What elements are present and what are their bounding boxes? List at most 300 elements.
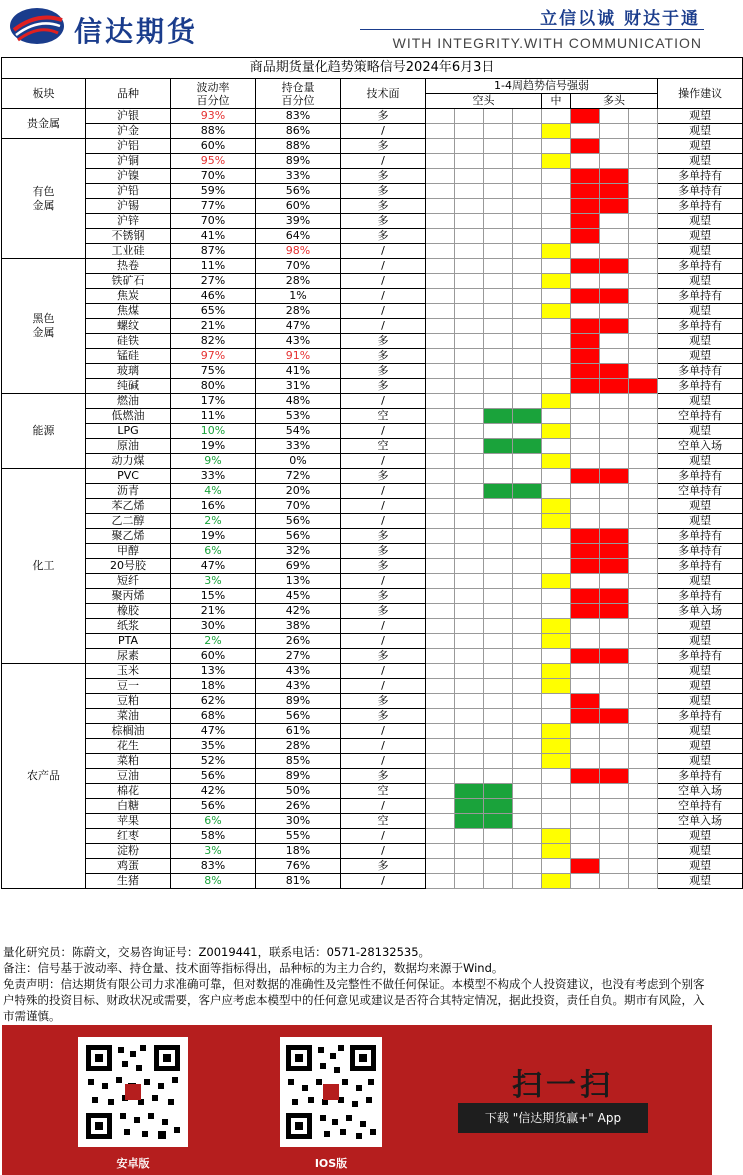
advice-cell: 空单入场 — [658, 814, 743, 829]
variety-cell: 铁矿石 — [86, 274, 171, 289]
sector-cell: 农产品 — [2, 664, 86, 889]
signal-empty-cell — [455, 769, 484, 784]
signal-empty-cell — [629, 874, 658, 889]
table-row — [2, 859, 743, 874]
signal-empty-cell — [600, 664, 629, 679]
signal-empty-cell — [484, 709, 513, 724]
technical-cell: / — [341, 739, 426, 754]
signal-empty-cell — [600, 784, 629, 799]
variety-cell: 橡胶 — [86, 604, 171, 619]
table-row — [2, 334, 743, 349]
signal-empty-cell — [571, 664, 600, 679]
signal-long-cell — [571, 199, 600, 214]
variety-cell: 沪锌 — [86, 214, 171, 229]
signal-empty-cell — [426, 844, 455, 859]
signal-empty-cell — [484, 349, 513, 364]
signal-empty-cell — [484, 424, 513, 439]
technical-cell: / — [341, 514, 426, 529]
technical-cell: 多 — [341, 859, 426, 874]
signal-empty-cell — [542, 694, 571, 709]
signal-empty-cell — [629, 859, 658, 874]
signal-empty-cell — [513, 634, 542, 649]
signal-empty-cell — [542, 214, 571, 229]
table-row — [2, 634, 743, 649]
volatility-cell: 60% — [171, 139, 256, 154]
open-interest-cell: 28% — [256, 739, 341, 754]
signal-empty-cell — [455, 859, 484, 874]
signal-empty-cell — [542, 709, 571, 724]
signal-empty-cell — [513, 109, 542, 124]
qr-code-icon — [280, 1037, 382, 1147]
table-row — [2, 649, 743, 664]
signal-empty-cell — [542, 379, 571, 394]
signal-empty-cell — [629, 424, 658, 439]
technical-cell: / — [341, 289, 426, 304]
signal-empty-cell — [571, 844, 600, 859]
variety-cell: 沪铜 — [86, 154, 171, 169]
signal-neutral-cell — [542, 829, 571, 844]
signal-empty-cell — [426, 814, 455, 829]
variety-cell: 20号胶 — [86, 559, 171, 574]
variety-cell: 锰硅 — [86, 349, 171, 364]
technical-cell: / — [341, 274, 426, 289]
signal-empty-cell — [513, 154, 542, 169]
volatility-cell: 62% — [171, 694, 256, 709]
signal-neutral-cell — [542, 679, 571, 694]
table-row — [2, 514, 743, 529]
technical-cell: / — [341, 844, 426, 859]
table-row — [2, 454, 743, 469]
signal-long-cell — [600, 529, 629, 544]
signal-empty-cell — [426, 769, 455, 784]
table-row — [2, 874, 743, 889]
signal-short-cell — [484, 409, 513, 424]
download-app-button[interactable]: 下载 "信达期货赢+" App — [458, 1103, 648, 1133]
signal-empty-cell — [513, 874, 542, 889]
signal-long-cell — [600, 199, 629, 214]
signal-empty-cell — [426, 454, 455, 469]
signal-empty-cell — [542, 604, 571, 619]
signal-long-cell — [600, 769, 629, 784]
table-row — [2, 154, 743, 169]
signal-empty-cell — [426, 514, 455, 529]
advice-cell: 观望 — [658, 229, 743, 244]
advice-cell: 多单持有 — [658, 559, 743, 574]
signal-neutral-cell — [542, 619, 571, 634]
variety-cell: 棕榈油 — [86, 724, 171, 739]
variety-cell: 苯乙烯 — [86, 499, 171, 514]
variety-cell: 沪金 — [86, 124, 171, 139]
signal-empty-cell — [600, 124, 629, 139]
signal-empty-cell — [426, 259, 455, 274]
signal-long-cell — [600, 289, 629, 304]
signal-long-cell — [629, 379, 658, 394]
advice-cell: 观望 — [658, 334, 743, 349]
signal-empty-cell — [484, 664, 513, 679]
signal-empty-cell — [542, 799, 571, 814]
signal-empty-cell — [571, 874, 600, 889]
technical-cell: 空 — [341, 814, 426, 829]
open-interest-cell: 98% — [256, 244, 341, 259]
disclaimer: 免责声明：信达期货有限公司力求准确可靠，但对数据的准确性及完整性不做任何保证。本模型不构成个人投资建议，也没有考虑到个别客户特殊的投资目标、财政状况或需要，客户应考虑本模型中的任何意见或建议是否符合其特定情况，据此投资，责任自负。期市有风险，入市需谨慎。 — [3, 977, 705, 1023]
signal-empty-cell — [484, 319, 513, 334]
table-row — [2, 409, 743, 424]
volatility-cell: 21% — [171, 604, 256, 619]
signal-empty-cell — [600, 694, 629, 709]
table-row — [2, 739, 743, 754]
volatility-cell: 3% — [171, 574, 256, 589]
signal-empty-cell — [513, 304, 542, 319]
open-interest-cell: 45% — [256, 589, 341, 604]
signal-long-cell — [600, 559, 629, 574]
variety-cell: 苹果 — [86, 814, 171, 829]
signal-empty-cell — [455, 169, 484, 184]
signal-empty-cell — [513, 529, 542, 544]
sector-cell: 能源 — [2, 394, 86, 469]
variety-cell: 尿素 — [86, 649, 171, 664]
signal-empty-cell — [455, 844, 484, 859]
signal-empty-cell — [426, 109, 455, 124]
technical-cell: / — [341, 124, 426, 139]
table-row — [2, 484, 743, 499]
signal-empty-cell — [513, 364, 542, 379]
signal-neutral-cell — [542, 514, 571, 529]
signal-empty-cell — [426, 694, 455, 709]
ios-qr-code[interactable] — [280, 1037, 382, 1147]
open-interest-cell: 26% — [256, 634, 341, 649]
volatility-cell: 6% — [171, 544, 256, 559]
table-row — [2, 829, 743, 844]
signal-empty-cell — [542, 169, 571, 184]
signal-empty-cell — [513, 349, 542, 364]
advice-cell: 观望 — [658, 844, 743, 859]
variety-cell: 动力煤 — [86, 454, 171, 469]
signal-empty-cell — [629, 469, 658, 484]
signal-empty-cell — [426, 634, 455, 649]
table-row — [2, 544, 743, 559]
signal-neutral-cell — [542, 274, 571, 289]
technical-cell: / — [341, 484, 426, 499]
signal-empty-cell — [484, 859, 513, 874]
signal-empty-cell — [600, 574, 629, 589]
open-interest-cell: 26% — [256, 799, 341, 814]
signal-empty-cell — [455, 754, 484, 769]
advice-cell: 观望 — [658, 124, 743, 139]
signal-empty-cell — [629, 319, 658, 334]
signal-empty-cell — [542, 229, 571, 244]
signal-empty-cell — [571, 799, 600, 814]
signal-empty-cell — [455, 499, 484, 514]
signal-empty-cell — [513, 289, 542, 304]
advice-cell: 观望 — [658, 574, 743, 589]
signal-empty-cell — [629, 574, 658, 589]
volatility-cell: 70% — [171, 169, 256, 184]
signal-empty-cell — [484, 289, 513, 304]
signal-empty-cell — [484, 229, 513, 244]
signal-empty-cell — [426, 349, 455, 364]
open-interest-cell: 83% — [256, 109, 341, 124]
open-interest-cell: 81% — [256, 874, 341, 889]
volatility-cell: 11% — [171, 259, 256, 274]
ios-label: IOS版 — [314, 1157, 348, 1170]
advice-cell: 多单入场 — [658, 604, 743, 619]
signal-empty-cell — [513, 229, 542, 244]
signal-empty-cell — [542, 109, 571, 124]
sector-cell: 黑色 金属 — [2, 259, 86, 394]
volatility-cell: 19% — [171, 529, 256, 544]
signal-empty-cell — [426, 379, 455, 394]
signal-empty-cell — [629, 844, 658, 859]
signal-empty-cell — [542, 364, 571, 379]
signal-empty-cell — [484, 544, 513, 559]
signal-empty-cell — [455, 349, 484, 364]
signal-empty-cell — [513, 844, 542, 859]
signal-empty-cell — [426, 604, 455, 619]
signal-long-cell — [600, 184, 629, 199]
signal-empty-cell — [455, 679, 484, 694]
technical-cell: 多 — [341, 544, 426, 559]
advice-cell: 多单持有 — [658, 649, 743, 664]
signal-empty-cell — [571, 124, 600, 139]
signal-neutral-cell — [542, 394, 571, 409]
variety-cell: 沪锡 — [86, 199, 171, 214]
variety-cell: 菜油 — [86, 709, 171, 724]
volatility-cell: 4% — [171, 484, 256, 499]
variety-cell: 焦炭 — [86, 289, 171, 304]
signal-empty-cell — [513, 169, 542, 184]
signal-empty-cell — [629, 364, 658, 379]
signal-empty-cell — [513, 709, 542, 724]
volatility-cell: 46% — [171, 289, 256, 304]
signal-empty-cell — [426, 679, 455, 694]
signal-long-cell — [571, 319, 600, 334]
advice-cell: 观望 — [658, 829, 743, 844]
table-row — [2, 259, 743, 274]
signal-empty-cell — [455, 529, 484, 544]
signal-empty-cell — [455, 574, 484, 589]
technical-cell: 多 — [341, 559, 426, 574]
signal-long-cell — [571, 184, 600, 199]
signal-empty-cell — [629, 124, 658, 139]
signal-empty-cell — [513, 724, 542, 739]
signal-empty-cell — [571, 784, 600, 799]
volatility-cell: 47% — [171, 559, 256, 574]
technical-cell: 多 — [341, 469, 426, 484]
table-row — [2, 349, 743, 364]
variety-cell: 热卷 — [86, 259, 171, 274]
signal-empty-cell — [629, 439, 658, 454]
variety-cell: 玻璃 — [86, 364, 171, 379]
advice-cell: 观望 — [658, 139, 743, 154]
signal-empty-cell — [629, 289, 658, 304]
signal-empty-cell — [455, 244, 484, 259]
volatility-cell: 18% — [171, 679, 256, 694]
signal-empty-cell — [600, 499, 629, 514]
variety-cell: 短纤 — [86, 574, 171, 589]
slogan-cn: 立信以诚 财达于通 — [540, 9, 700, 29]
advice-cell: 空单持有 — [658, 799, 743, 814]
open-interest-cell: 33% — [256, 439, 341, 454]
signal-empty-cell — [426, 574, 455, 589]
table-row — [2, 289, 743, 304]
signal-empty-cell — [600, 679, 629, 694]
signal-empty-cell — [484, 694, 513, 709]
signal-empty-cell — [484, 874, 513, 889]
signal-empty-cell — [542, 289, 571, 304]
advice-cell: 观望 — [658, 514, 743, 529]
advice-cell: 观望 — [658, 214, 743, 229]
advice-cell: 观望 — [658, 859, 743, 874]
open-interest-cell: 43% — [256, 664, 341, 679]
volatility-cell: 33% — [171, 469, 256, 484]
volatility-cell: 88% — [171, 124, 256, 139]
signal-empty-cell — [484, 304, 513, 319]
signal-long-cell — [600, 589, 629, 604]
technical-cell: 多 — [341, 709, 426, 724]
signal-long-cell — [571, 544, 600, 559]
signal-empty-cell — [542, 859, 571, 874]
technical-cell: 空 — [341, 784, 426, 799]
open-interest-cell: 28% — [256, 274, 341, 289]
table-row — [2, 274, 743, 289]
advice-cell: 多单持有 — [658, 289, 743, 304]
signal-neutral-cell — [542, 634, 571, 649]
signal-empty-cell — [426, 244, 455, 259]
technical-cell: / — [341, 574, 426, 589]
signal-long-cell — [571, 229, 600, 244]
variety-cell: 沪镍 — [86, 169, 171, 184]
signal-empty-cell — [629, 409, 658, 424]
table-row — [2, 109, 743, 124]
variety-cell: 菜粕 — [86, 754, 171, 769]
variety-cell: 豆油 — [86, 769, 171, 784]
volatility-cell: 35% — [171, 739, 256, 754]
signal-empty-cell — [513, 544, 542, 559]
technical-cell: / — [341, 154, 426, 169]
open-interest-cell: 55% — [256, 829, 341, 844]
page-header — [0, 0, 714, 55]
signal-neutral-cell — [542, 424, 571, 439]
signal-empty-cell — [426, 319, 455, 334]
signal-long-cell — [600, 259, 629, 274]
technical-cell: 多 — [341, 379, 426, 394]
volatility-cell: 52% — [171, 754, 256, 769]
volatility-cell: 2% — [171, 634, 256, 649]
signal-empty-cell — [571, 829, 600, 844]
volatility-cell: 15% — [171, 589, 256, 604]
signal-long-cell — [571, 259, 600, 274]
signal-empty-cell — [571, 484, 600, 499]
volatility-cell: 3% — [171, 844, 256, 859]
table-row — [2, 589, 743, 604]
advice-cell: 观望 — [658, 274, 743, 289]
open-interest-cell: 91% — [256, 349, 341, 364]
header-volatility-label: 波动率 百分位 — [196, 80, 230, 107]
table-row — [2, 184, 743, 199]
signal-empty-cell — [600, 244, 629, 259]
advice-cell: 多单持有 — [658, 544, 743, 559]
open-interest-cell: 88% — [256, 139, 341, 154]
signal-empty-cell — [600, 409, 629, 424]
signal-empty-cell — [455, 364, 484, 379]
signal-empty-cell — [600, 454, 629, 469]
open-interest-cell: 70% — [256, 259, 341, 274]
technical-cell: / — [341, 799, 426, 814]
signal-empty-cell — [629, 349, 658, 364]
signal-empty-cell — [629, 634, 658, 649]
signal-empty-cell — [629, 529, 658, 544]
open-interest-cell: 60% — [256, 199, 341, 214]
technical-cell: / — [341, 259, 426, 274]
signal-empty-cell — [629, 244, 658, 259]
android-qr-code[interactable] — [78, 1037, 188, 1147]
signal-empty-cell — [600, 439, 629, 454]
signal-empty-cell — [571, 304, 600, 319]
signal-empty-cell — [484, 214, 513, 229]
signal-empty-cell — [455, 724, 484, 739]
volatility-cell: 56% — [171, 769, 256, 784]
table-row — [2, 754, 743, 769]
signal-empty-cell — [542, 184, 571, 199]
technical-cell: 多 — [341, 589, 426, 604]
signal-empty-cell — [426, 334, 455, 349]
header-sector: 板块 — [2, 79, 86, 109]
signal-long-cell — [571, 364, 600, 379]
signal-empty-cell — [600, 139, 629, 154]
variety-cell: 玉米 — [86, 664, 171, 679]
signal-empty-cell — [484, 649, 513, 664]
sector-cell: 有色 金属 — [2, 139, 86, 259]
open-interest-cell: 43% — [256, 679, 341, 694]
signal-empty-cell — [426, 559, 455, 574]
signal-empty-cell — [484, 574, 513, 589]
signal-empty-cell — [513, 274, 542, 289]
signal-empty-cell — [513, 604, 542, 619]
signal-empty-cell — [542, 259, 571, 274]
signal-long-cell — [600, 169, 629, 184]
open-interest-cell: 20% — [256, 484, 341, 499]
signal-short-cell — [484, 439, 513, 454]
open-interest-cell: 53% — [256, 409, 341, 424]
signal-empty-cell — [542, 589, 571, 604]
signal-empty-cell — [542, 769, 571, 784]
volatility-cell: 8% — [171, 874, 256, 889]
signal-long-cell — [571, 169, 600, 184]
signal-empty-cell — [513, 619, 542, 634]
signal-empty-cell — [455, 829, 484, 844]
sector-cell: 化工 — [2, 469, 86, 664]
advice-cell: 观望 — [658, 679, 743, 694]
variety-cell: 乙二醇 — [86, 514, 171, 529]
signal-empty-cell — [629, 184, 658, 199]
signal-empty-cell — [629, 499, 658, 514]
open-interest-cell: 89% — [256, 769, 341, 784]
signal-empty-cell — [455, 289, 484, 304]
signal-empty-cell — [455, 109, 484, 124]
signal-empty-cell — [513, 379, 542, 394]
signal-long-cell — [571, 529, 600, 544]
signal-empty-cell — [484, 634, 513, 649]
signal-empty-cell — [426, 874, 455, 889]
app-download-banner — [2, 1025, 712, 1175]
signal-empty-cell — [513, 499, 542, 514]
open-interest-cell: 39% — [256, 214, 341, 229]
signal-empty-cell — [629, 229, 658, 244]
open-interest-cell: 56% — [256, 514, 341, 529]
advice-cell: 多单持有 — [658, 259, 743, 274]
signal-empty-cell — [629, 709, 658, 724]
open-interest-cell: 56% — [256, 709, 341, 724]
